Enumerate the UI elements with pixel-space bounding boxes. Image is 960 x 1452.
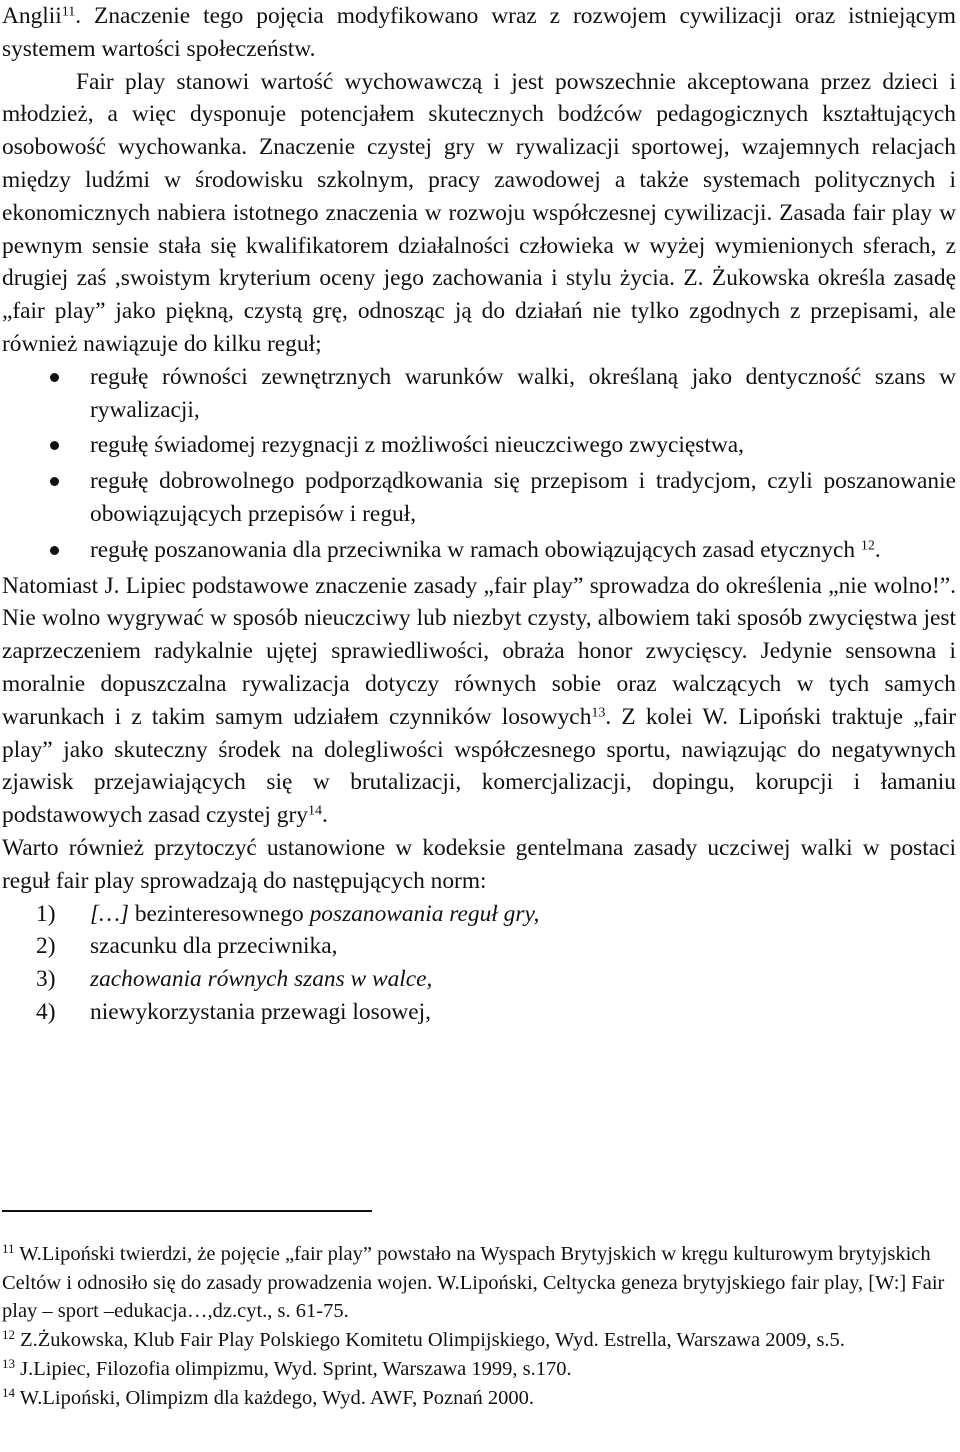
footnote-ref-14: 14 (307, 803, 322, 819)
norms-list (2, 898, 956, 1029)
rule-item (2, 361, 956, 427)
p4-text: Warto również przytoczyć ustanowione w kodeksie gentelmana zasady uczciwej walki w postaci reguł fair play sprowadzają do następujących norm: (2, 834, 956, 894)
rule-text: regułę świadomej rezygnacji z możliwości nieuczciwego zwycięstwa, (90, 432, 745, 459)
footnote (2, 1240, 956, 1326)
norm-item (2, 930, 956, 963)
footnote-text: Z.Żukowska, Klub Fair Play Polskiego Komitetu Olimpijskiego, Wyd. Estrella, Warszawa 2009, s.5. (15, 1329, 845, 1352)
document-page (2, 0, 956, 1029)
rule-text: regułę poszanowania dla przeciwnika w ramach obowiązujących zasad etycznych (90, 536, 856, 563)
footnote (2, 1384, 956, 1413)
footnote-ref-13: 13 (591, 705, 606, 721)
footnote (2, 1355, 956, 1384)
p1-text-a: Anglii (2, 3, 62, 29)
norm-italic-post: poszanowania reguł gry, (309, 900, 540, 927)
p2-text: Fair play stanowi wartość wychowawczą i jest powszechnie akceptowana przez dzieci i młodzież, a więc dysponuje potencjałem skutecznych bodźców pedagogicznych kształtujących osobowość wychowanka. Znaczenie czystej gry w rywalizacji sportowej, wzajemnych relacjach między ludźmi w środowisku szkolnym, pracy zawodowej a także systemach politycznych i ekonomicznych nabiera istotnego znaczenia w rozwoju współczesnej cywilizacji. Zasada fair play w pewnym sensie stała się kwalifikatorem działalności człowieka w wyżej wymienionych sferach, z drugiej zaś ,swoistym kryterium oceny jego zachowania i stylu życia. Z. Żukowska określa zasadę „fair play” jako piękną, czystą grę, odnosząc ją do działań nie tylko zgodnych z przepisami, ale również nawiązuje do kilku reguł; (2, 68, 956, 357)
rule-item (2, 465, 956, 531)
norm-number: 3) (36, 966, 56, 993)
norm-italic-pre: […] (90, 900, 130, 927)
norm-text: niewykorzystania przewagi losowej, (90, 998, 432, 1025)
norm-italic: zachowania równych szans w walce, (90, 966, 433, 993)
norm-item (2, 963, 956, 996)
rule-text: regułę dobrowolnego podporządkowania się przepisom i tradycjom, czyli poszanowanie obowiązujących przepisów i reguł, (90, 468, 956, 527)
footnote-number: 12 (2, 1326, 15, 1342)
p3-text-c: . (321, 802, 328, 829)
bullet-icon (50, 373, 59, 382)
norm-number: 4) (36, 998, 56, 1025)
p3-text-b: . Z kolei W. Lipoński traktuje „fair play” jako skuteczny środek na dolegliwości współczesnego sportu, nawiązując do negatywnych zjawisk przejawiających się w brutalizacji, komercjalizacji, dopingu, korupcji i łamaniu podstawowych zasad czystej gry (2, 703, 956, 829)
paragraph-2 (2, 66, 956, 361)
footnotes (2, 1240, 956, 1412)
footnote-ref-11: 11 (61, 4, 76, 20)
footnote-text: J.Lipiec, Filozofia olimpizmu, Wyd. Sprint, Warszawa 1999, s.170. (15, 1357, 572, 1380)
norm-text: szacunku dla przeciwnika, (90, 933, 338, 960)
footnote-number: 14 (2, 1384, 15, 1400)
footnote-number: 13 (2, 1355, 15, 1371)
footnote-ref-12: 12 (860, 538, 875, 554)
norm-number: 1) (36, 900, 56, 927)
rule-item (2, 429, 956, 462)
norm-item (2, 898, 956, 931)
bullet-icon (50, 546, 59, 555)
footnote-text: W.Lipoński twierdzi, że pojęcie „fair play” powstało na Wyspach Brytyjskich w kręgu kulturowym brytyjskich Celtów i odnosiło się do zasady prowadzenia wojen. W.Lipoński, Celtycka geneza brytyjskiego fair play, [W:] Fair play – sport –edukacja…,dz.cyt., s. 61-75. (2, 1243, 945, 1323)
footnote-text: W.Lipoński, Olimpizm dla każdego, Wyd. AWF, Poznań 2000. (15, 1386, 534, 1409)
p3-text-a: Natomiast J. Lipiec podstawowe znaczenie zasady „fair play” sprowadza do określenia „nie wolno!”. Nie wolno wygrywać w sposób nieuczciwy lub niezbyt czysty, albowiem taki sposób zwycięstwa jest zaprzeczeniem radykalnie ujętej sprawiedliwości, obraża honor zwycięscy. Jedynie sensowna i moralnie dopuszczalna rywalizacja dotyczy równych sobie oraz walczących w tych samych warunkach i z takim samym udziałem czynników losowych (2, 572, 956, 730)
norm-text: bezinteresownego (129, 900, 310, 927)
norm-item (2, 996, 956, 1029)
paragraph-3 (2, 570, 956, 832)
bullet-icon (50, 477, 59, 486)
main-text (2, 0, 956, 1029)
footnote-separator (2, 1210, 372, 1212)
p1-text-b: . Znaczenie tego pojęcia modyfikowano wraz z rozwojem cywilizacji oraz istniejącym systemem wartości społeczeństw. (2, 3, 956, 62)
rules-list (2, 361, 956, 567)
rule-item (2, 534, 956, 567)
norm-number: 2) (36, 933, 56, 960)
rule-end: . (874, 536, 881, 563)
footnote-number: 11 (2, 1240, 15, 1256)
footnote (2, 1326, 956, 1355)
paragraph-1 (2, 0, 956, 66)
paragraph-4 (2, 832, 956, 898)
bullet-icon (50, 441, 59, 450)
rule-text: regułę równości zewnętrznych warunków walki, określaną jako dentyczność szans w rywalizacji, (90, 363, 956, 423)
